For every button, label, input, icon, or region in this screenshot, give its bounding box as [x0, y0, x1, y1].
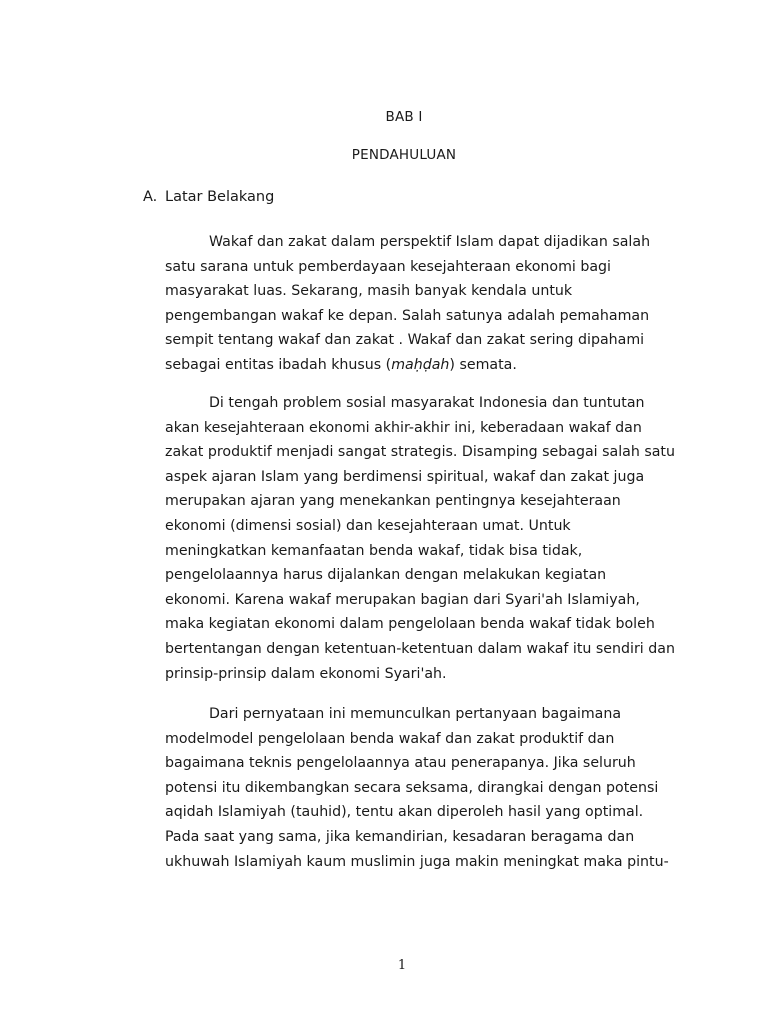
text-run: ) semata.	[449, 356, 517, 373]
paragraph-line: modelmodel pengelolaan benda wakaf dan zakat produktif dan	[165, 730, 615, 747]
section-heading	[143, 189, 274, 205]
paragraph-line: zakat produktif menjadi sangat strategis. Disamping sebagai salah satu	[165, 444, 675, 461]
paragraph-line: ekonomi (dimensi sosial) dan kesejahteraan umat. Untuk	[165, 517, 571, 534]
paragraph-line: Dari pernyataan ini memunculkan pertanyaan bagaimana	[209, 706, 622, 722]
paragraph-line: ukhuwah Islamiyah kaum muslimin juga makin meningkat maka pintu-	[165, 853, 669, 870]
page-number: 1	[397, 958, 407, 973]
paragraph-line: bertentangan dengan ketentuan-ketentuan dalam wakaf itu sendiri dan	[165, 640, 675, 657]
section-marker: A.	[143, 189, 158, 205]
paragraph-line: merupakan ajaran yang menekankan pentingnya kesejahteraan	[165, 493, 621, 510]
paragraph-line: satu sarana untuk pemberdayaan kesejahteraan ekonomi bagi	[165, 258, 611, 275]
paragraph-line: maka kegiatan ekonomi dalam pengelolaan benda wakaf tidak boleh	[165, 616, 655, 633]
chapter-title: PENDAHULUAN	[351, 147, 457, 163]
paragraph-line: Pada saat yang sama, jika kemandirian, kesadaran beragama dan	[165, 828, 635, 845]
paragraph-line: masyarakat luas. Sekarang, masih banyak kendala untuk	[165, 283, 573, 300]
paragraph-line: pengembangan wakaf ke depan. Salah satunya adalah pemahaman	[165, 307, 650, 324]
paragraph-line: Di tengah problem sosial masyarakat Indonesia dan tuntutan	[209, 395, 645, 411]
paragraph-line: akan kesejahteraan ekonomi akhir-akhir ini, keberadaan wakaf dan	[165, 419, 642, 436]
paragraph-2	[165, 391, 675, 686]
paragraph-line: meningkatkan kemanfaatan benda wakaf, tidak bisa tidak,	[165, 542, 583, 559]
paragraph-line: prinsip-prinsip dalam ekonomi Syari'ah.	[165, 665, 447, 682]
paragraph-line: bagaimana teknis pengelolaannya atau penerapanya. Jika seluruh	[165, 755, 636, 772]
paragraph-line: aspek ajaran Islam yang berdimensi spiritual, wakaf dan zakat juga	[165, 468, 645, 485]
paragraph-1	[165, 230, 670, 378]
paragraph-line: aqidah Islamiyah (tauhid), tentu akan diperoleh hasil yang optimal.	[165, 804, 644, 821]
paragraph-line: ekonomi. Karena wakaf merupakan bagian dari Syari'ah Islamiyah,	[165, 591, 640, 608]
paragraph-line: pengelolaannya harus dijalankan dengan melakukan kegiatan	[165, 567, 607, 584]
paragraph-line: Wakaf dan zakat dalam perspektif Islam dapat dijadikan salah	[209, 234, 651, 250]
text-run: sebagai entitas ibadah khusus (	[165, 356, 392, 373]
paragraph-3	[165, 702, 670, 874]
paragraph-line: potensi itu dikembangkan secara seksama, dirangkai dengan potensi	[165, 779, 659, 796]
paragraph-line: sempit tentang wakaf dan zakat . Wakaf dan zakat sering dipahami	[165, 332, 645, 349]
italic-term: maḥḍah	[391, 356, 450, 373]
paragraph-line	[165, 353, 670, 378]
chapter-number: BAB I	[385, 109, 423, 125]
section-title: Latar Belakang	[165, 189, 275, 205]
